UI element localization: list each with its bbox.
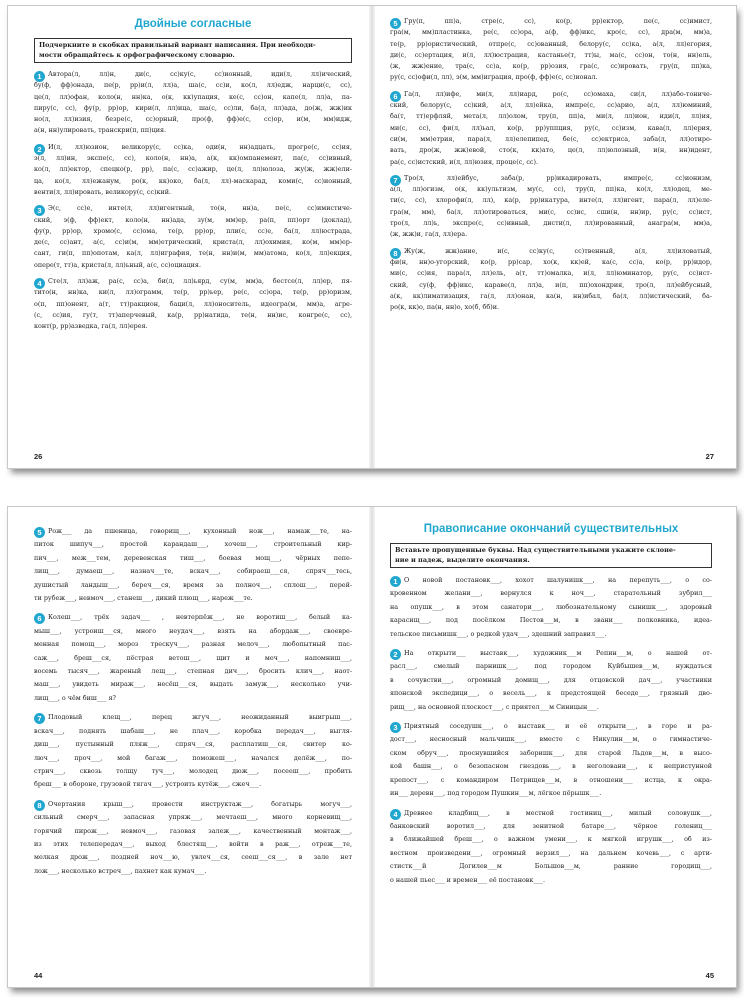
exercise-line: люч___, проч___, мой багаж___, поможеш___, начался делёж___, по- [34, 753, 352, 762]
exercise-line: карасищ___, под посёлком Пестов___м, в звани___ полковника, идеа- [390, 616, 712, 625]
exercise-line: це(л, лл)офан, коло(н, нн)ка, о(к, кк)упация, ке(с, сс)он, капе(л, лл)а, па- [34, 92, 352, 101]
page-26 [8, 6, 372, 468]
exercise-7 [34, 711, 352, 791]
exercise-line: мелкая дрож___, поздней ноч___ю, увлеч___ся, сееш___ся___, в зале нет [34, 853, 352, 862]
page-content [34, 16, 352, 338]
book-gutter [369, 6, 375, 468]
exercise-line: Сте(л, лл)аж, ра(с, сс)а, би(л, лл)ьярд, су(м, мм)а, бестсе(л, лл)ер, пя- [48, 277, 352, 286]
exercise-line: ра(с, сс)истский, и(л, лл)юзия, проце(с, сс). [390, 157, 539, 166]
exercise-line: стрич___, сквозь толщу туч___, молодец дюж___, посееш___, пробить [34, 766, 352, 775]
exercise-line: маш___, увидеть мираж___, несёш___ся, выдать замуж___, несколько учи- [34, 680, 352, 689]
exercise-line: Приятный соседушк___, о выставк___ и её открыти___, в горе и ра- [404, 722, 712, 731]
exercise-text [34, 142, 352, 198]
exercise-line: восемь тысяч___, жареный лещ___, степная дич___, бросить клич___, наот- [34, 667, 352, 676]
instruction-box [390, 543, 712, 568]
exercise-line: бреш___ в обороне, грузовой тягач___, устроить кутёж___, сжеч___. [34, 780, 262, 789]
exercise-number-badge: 1 [390, 576, 401, 587]
exercise-8 [34, 798, 352, 878]
exercise-line: пич___, меж___тем, деревенская тиш___, боевая мощ___, чёрных пепе- [34, 553, 352, 562]
exercise-2 [34, 142, 352, 198]
exercise-line: (ж, жж)и, га(л, лл)ера. [390, 230, 468, 239]
exercise-8 [390, 246, 712, 314]
exercise-text [390, 173, 712, 241]
exercise-number-badge: 5 [34, 527, 45, 538]
exercise-line: ин___ деревн___, под городом Пушкин___м, лёгкое пёрышк___. [390, 789, 602, 798]
exercise-line: э(л, лл)ин, экспе(с, сс), коло(н, нн)а, а(к, кк)омпанемент, па(с, сс)ивный, [34, 154, 352, 163]
exercise-line: сильный смерч___, запасная упряж___, мечтаеш___, много корневищ___, [34, 813, 352, 822]
exercise-text [390, 16, 712, 84]
exercise-number-badge: 7 [390, 175, 401, 186]
exercise-5 [34, 525, 352, 605]
exercise-number-badge: 4 [34, 278, 45, 289]
exercise-line: лищ___, думаеш___, назнач___те, вскач___, собираеш___ся, спряч___тесь, [34, 567, 352, 576]
exercise-text [390, 720, 712, 800]
top-book-spread [8, 6, 736, 468]
exercise-line: ко(л, лл)ектор, спецко(р, рр), па(с, сс)ажир, це(л, лл)юлоза, жу(ж, жж)ели- [34, 165, 352, 174]
exercise-line: в ближайшей бреш___, о важном умени___, к мягкой игрушк___, об из- [390, 835, 712, 844]
instruction-line: Вставьте пропущенные буквы. Над существительными укажите склоне- [395, 546, 676, 554]
exercise-line: (с, сс)ия, гу(т, тт)аперчевый, ка(р, рр)натида, те(н, нн)ис, конгре(с, сс), [34, 310, 352, 319]
instruction-line: ние и падеж, выделите окончания. [395, 555, 530, 564]
exercise-line: менная помощ___, мороз трескуч___, разная мелоч___, любопытный пас- [34, 640, 352, 649]
exercise-number-badge: 7 [34, 713, 45, 724]
exercise-text [390, 246, 712, 314]
exercise-line: ро(к, кк)о, па(н, нн)о, хо(б, бб)и. [390, 303, 500, 312]
exercise-text [390, 574, 712, 641]
exercise-line: но(л, лл)изия, безре(с, сс)орный, про(ф, фф)е(с, сс)ор, и(м, мм)идж, [34, 115, 352, 124]
exercise-1 [34, 69, 352, 137]
exercise-line: Очертания крыш___, провести инструктаж___, богатырь могуч___, [48, 799, 352, 808]
exercise-list [34, 525, 352, 878]
exercise-line: банковский воротил___, для зенитной батаре___, чёрное голениц___ [390, 821, 712, 830]
page-title: Правописание окончаний существительных [423, 523, 679, 535]
exercise-line: Жу(ж, жж)ание, и(с, сс)ку(с, сс)твенный, а(л, лл)иловатый, [404, 246, 712, 255]
exercise-number-badge: 8 [34, 800, 45, 811]
exercise-number-badge: 1 [34, 71, 45, 82]
exercise-line: ти(с, сс), хлорофи(л, лл), ка(р, рр)икатура, инте(л, лл)игент, пара(л, лл)еле- [390, 196, 712, 205]
page-number: 26 [34, 452, 43, 461]
exercise-line: дост___, несносный мальчишк___, вместе с Никулин___м, о гимнастиче- [390, 735, 712, 744]
exercise-list [390, 574, 712, 887]
exercise-line: Э(с, сс)е, инте(л, лл)игентный, то(н, нн)а, пе(с, сс)имистиче- [48, 204, 352, 213]
page-number: 27 [705, 452, 714, 461]
exercise-line: тельское письмишк___, о редкой удач___, здешний заправил___. [390, 629, 607, 638]
exercise-line: а(н, нн)улировать, транскри(п, пп)ция. [34, 126, 167, 135]
exercise-4 [34, 276, 352, 332]
exercise-line: Автора(л, лл)н, ди(с, сс)ку(с, сс)ионный, иди(л, лл)ический, [48, 70, 352, 78]
exercise-line: ском обруч___, проснувшийся заборишк___, для старой Льдов___м, в высо- [390, 748, 712, 757]
exercise-line: конт(р, рр)азведка, га(л, лл)ерея. [34, 322, 148, 331]
exercise-line: де(с, сс)ант, а(с, сс)и(м, мм)етрический, криста(л, лл)охимия, ко(м, мм)ер- [34, 238, 352, 247]
page-number: 45 [705, 971, 714, 980]
exercise-line: стистк___й Догилев___м Большов___м, ранние городищ___, [390, 862, 712, 871]
page-title: Двойные согласные [134, 18, 252, 30]
exercise-line: Тро(л, лл)ейбус, заба(р, рр)икадировать, импре(с, сс)ионизм, [404, 173, 712, 182]
exercise-line: вскач___, поднять шабаш___, не плач___, коробка передач___, выгля- [34, 726, 352, 735]
exercise-line: вестном произведени___, огромный верзил___, на дальнем кочевь___, с арти- [390, 848, 712, 857]
exercise-5 [390, 16, 712, 84]
exercise-line: о нашей пьес___ и времен___ её постановк___. [390, 875, 546, 884]
exercise-7 [390, 173, 712, 241]
exercise-text [34, 798, 352, 878]
exercise-line: тро(л, лл)ь, экспре(с, сс)ивный, дисти(л, лл)ированный, анагра(м, мм)а, [390, 219, 712, 228]
exercise-line: ми(с, сс), фи(л, лл)ьал, ко(р, рр)уппция, ру(с, сс)изм, кава(л, лл)ерия, [390, 123, 712, 132]
exercise-text [390, 647, 712, 714]
exercise-line: О новой постановк___, хохот шалунишк___, на перепуть___, о со- [404, 576, 712, 584]
exercise-line: Древнее кладбищ___, в местной гостиниц___, милый соловушк___, [404, 808, 712, 817]
exercise-line: ру(с, сс)офи(л, лл), э(м, мм)играция, про(ф, фф)е(с, сс)ионал. [390, 73, 598, 82]
exercise-line: ский, белору(с, сс)кий, а(л, лл)ейка, импре(с, сс)арио, а(л, лл)юминий, [390, 101, 712, 110]
exercise-3 [390, 720, 712, 800]
exercise-2 [390, 647, 712, 714]
page-27 [372, 6, 736, 468]
exercise-line: лищ___, о чём биш___ я? [34, 693, 116, 702]
exercise-number-badge: 3 [34, 205, 45, 216]
exercise-line: ти рубеж___, невмоч___, станеш___, дикий плющ___, нареж___те. [34, 594, 253, 603]
exercise-line: Гру(п, пп)а, стре(с, сс), ко(р, рр)ектор, пе(с, сс)имист, [404, 17, 712, 25]
exercise-line: (ж, жж)ение, тра(с, сс)а, ко(р, рр)озия, гра(с, сс)ировать, гру(п, пп)ка, [390, 62, 712, 71]
exercise-3 [34, 203, 352, 271]
exercise-text [34, 525, 352, 605]
exercise-list [34, 69, 352, 333]
exercise-line: рищ___, на основной плоскост___, с приятел___м Синицын___. [390, 702, 599, 711]
exercise-line: си(м, мм)етрия, пара(л, лл)елепипед, бе(с, сс)ектриса, заба(л, лл)отиро- [390, 134, 712, 143]
exercise-line: фу(р, рр)ор, хромо(с, сс)ома, те(р, рр)ор, пли(с, сс)е, ба(л, лл)юстрада, [34, 226, 352, 235]
exercise-line: фи(н, нн)о-угорский, ко(р, рр)сар, хо(к, кк)ей, ка(с, сс)а, ко(р, рр)идор, [390, 257, 712, 266]
exercise-line: вать, дро(ж, жж)евой, сто(к, кк)ато, це(л, лл)юлозный, и(н, нн)идент, [390, 146, 712, 155]
exercise-line: ди(с, сс)ертация, и(л, лл)юстрация, кастаньe(т, тт)ы, ма(с, сс)он, то(н, нн)ель, [390, 50, 712, 59]
exercise-line: тито(н, нн)ка, ки(л, лл)ограмм, те(р, рр)ьер, ре(с, сс)ора, те(р, рр)оризм, [34, 288, 352, 297]
exercise-line: о(п, пп)онент, а(т, тт)ракцион, баци(л, лл)оноситель, идеогра(м, мм)а, агре- [34, 299, 352, 308]
exercise-number-badge: 6 [34, 613, 45, 624]
exercise-number-badge: 2 [390, 649, 401, 660]
instruction-line: Подчеркните в скобках правильный вариант написания. При необходи- [39, 41, 316, 49]
exercise-text [390, 89, 712, 168]
exercise-line: сант, ги(п, пп)опотам, ка(л, лл)играфия, те(н, нн)и(м, мм)атома, ко(л, лл)екция, [34, 249, 352, 258]
page-content [390, 521, 712, 893]
exercise-line: кой башн___, о безопасном гнездовь___, в неголовани___, к непристунной [390, 762, 712, 771]
exercise-text [34, 711, 352, 791]
exercise-line: ми(с, сс)ия, пара(л, лл)ель, а(т, тт)омалка, и(л, лл)юминатор, ру(с, сс)ист- [390, 269, 712, 278]
exercise-line: крепост___, с командиром Петрищев___м, в отношени___ истца, к окра- [390, 775, 712, 784]
exercise-line: ба(т, тт)ерфляй, мета(л, лл)олом, тру(п, пп)а, ми(л, лл)ион, иди(л, лл)ия, [390, 112, 712, 121]
exercise-4 [390, 807, 712, 887]
exercise-number-badge: 3 [390, 722, 401, 733]
exercise-line: лож___, несколько встреч___, пахнет как кумач___. [34, 866, 207, 875]
exercise-text [390, 807, 712, 887]
exercise-line: расл___, смелый парнишк___, под городом Куйбышев___м, нуждаться [390, 662, 712, 671]
exercise-line: Рож___ да пшеница, говорищ___, кухонный нож___, намаж___те, на- [48, 527, 352, 535]
exercise-line: бу(ф, фф)онада, пе(р, рр)и(л, лл)а, ша(с, сс)и, ко(л, лл)едж, нарци(с, сс), [34, 81, 352, 90]
exercise-text [34, 69, 352, 137]
exercise-line: опере(т, тт)а, криста(л, лл)ьный, а(с, сс)оциация. [34, 260, 201, 269]
exercise-line: ский, э(ф, фф)ект, коло(н, нн)ада, зу(м, мм)ер, ра(п, пп)орт (доклад), [34, 215, 352, 224]
bottom-book-spread [8, 507, 736, 987]
exercise-line: горячий пирож___, невмоч___, газовая залеж___, качественный монтаж___, [34, 826, 352, 835]
exercise-number-badge: 8 [390, 248, 401, 259]
exercise-number-badge: 5 [390, 18, 401, 29]
page-44 [8, 507, 372, 987]
exercise-line: питок шипуч___, простой карандаш___, хочеш___, строительный кир- [34, 540, 352, 549]
book-gutter [369, 507, 375, 987]
exercise-line: гра(м, мм)пластинка, ре(с, сс)ора, а(ф, фф)икс, кро(с, сс), дра(м, мм)а, [390, 28, 712, 37]
instruction-line: мости обращайтесь к орфографическому словарю. [39, 50, 235, 59]
exercise-line: Плодовый клещ___, перец жгуч___, неожиданный выигрыш___, [48, 713, 352, 722]
exercise-line: венти(л, лл)ировать, великору(с, сс)кий. [34, 187, 172, 196]
exercise-6 [390, 89, 712, 168]
exercise-line: из этих телепередач___, выход блестящ___, войти в раж___, отреж___те, [34, 839, 352, 848]
exercise-number-badge: 4 [390, 809, 401, 820]
exercise-line: На открыти___ выставк___, художник___м Репин___м, о нашей от- [404, 649, 712, 658]
exercise-line: а(л, лл)огизм, о(к, кк)ультизм, му(с, сс), тру(п, пп)ка, ко(л, лл)одец, ме- [390, 185, 712, 194]
exercise-line: И(л, лл)юзион, великору(с, сс)ка, оди(н, нн)адцать, прогре(с, сс)ия, [48, 142, 352, 151]
exercise-line: Колеш___, трёх задач___ , невтерпёж___, не воротиш___, белый ка- [48, 613, 352, 622]
exercise-line: на опушк___, в этом санатори___, любознательному сынишк___, здоровый [390, 602, 712, 611]
page-45 [372, 507, 736, 987]
exercise-line: саж___, бреш___ся, пёстрая ветош___, щит и меч___, напомниш___, [34, 653, 352, 662]
exercise-text [34, 203, 352, 271]
exercise-line: японской экспедици___, о весель___, к предстоящей беседе___, грязный дво- [390, 689, 712, 698]
exercise-line: душистый ландыш___, береч___ся, время за полноч___, сплош___, перей- [34, 580, 352, 589]
exercise-line: ский, су(ф, фф)икс, караве(л, лл)а, и(п, пп)охондрия, тро(л, лл)ейбусный, [390, 280, 712, 289]
exercise-line: Га(л, лл)ифе, ми(л, лл)иард, ро(с, сс)омаха, си(л, лл)або-тониче- [404, 89, 712, 98]
page-number: 44 [34, 971, 43, 980]
exercise-line: в сочувстви___, огромный домищ___, для отцовской дач___, участники [390, 675, 712, 684]
exercise-number-badge: 2 [34, 144, 45, 155]
exercise-line: мыш___, устроиш___ся, много неудач___, взять на абордаж___, своевре- [34, 626, 352, 635]
instruction-box [34, 38, 352, 63]
exercise-text [34, 611, 352, 705]
exercise-1 [390, 574, 712, 641]
exercise-6 [34, 611, 352, 705]
page-content [34, 525, 352, 884]
exercise-line: ца, ко(л, лл)ежанум, ро(к, кк)око, ба(л, лл)-маскарад, коми(с, сс)ионный, [34, 176, 352, 185]
exercise-line: диш___, пустынный пляж___, спряч___ся, расплатиш___ся, свитер ко- [34, 740, 352, 749]
exercise-line: гра(м, мм), ба(л, лл)отироваться, ми(с, сс)ис, сши(н, нн)ир, ру(с, сс)ист, [390, 207, 712, 216]
exercise-line: а(к, кк)лиматизация, га(л, лл)онан, ка(н, нн)ибал, ба(л, лл)истический, ба- [390, 291, 712, 300]
exercise-line: пиру(с, сс), фу(р, рр)ор, кири(л, лл)ица, ша(с, сс)ли, ба(л, лл)ада, до(ж, жж)ик [34, 103, 352, 112]
page-content [390, 16, 712, 318]
exercise-line: те(р, рр)ористический, отпре(с, сс)ованный, белору(с, сс)ка, а(л, лл)егория, [390, 39, 712, 48]
exercise-line: кровенном желани___, вернулся к ноч___, старательный зубрил___ [390, 589, 712, 598]
exercise-number-badge: 6 [390, 91, 401, 102]
exercise-list [390, 16, 712, 313]
exercise-text [34, 276, 352, 332]
